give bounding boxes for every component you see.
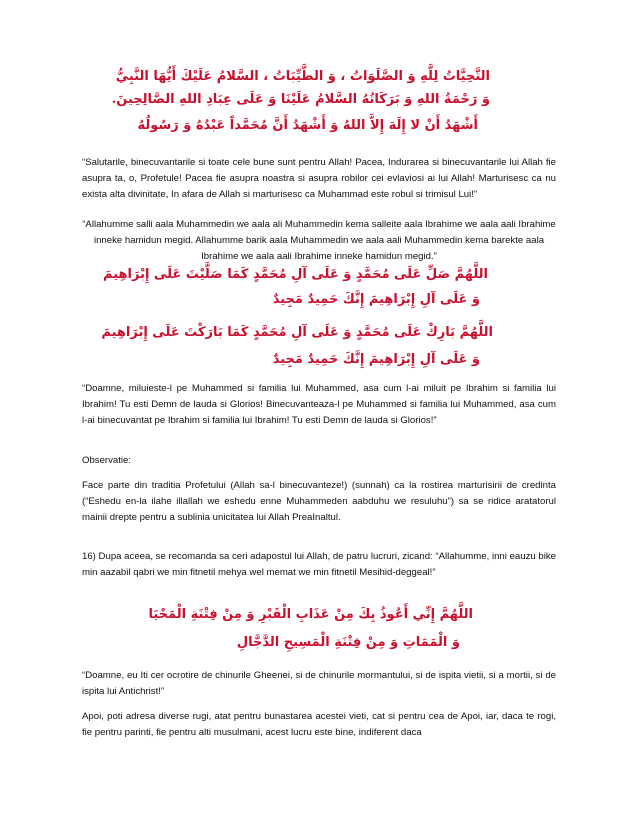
paragraph-translation-3: “Doamne, eu Iti cer ocrotire de chinurile Gheenei, si de chinurile mormantului, si de ispita vietii, si a mortii, si de ispita lui Antichrist!” xyxy=(82,670,556,697)
arabic-line-3: أَشْهَدُ أَنْ لا إِلَهَ إِلاَّ اللهُ وَ أَشْهَدُ أَنَّ مُحَمَّداً عَبْدُهُ وَ رَسُولُهُ xyxy=(137,118,478,133)
paragraph-observatie-label: Observatie: xyxy=(82,455,132,466)
arabic-line-8: اللَّهُمَّ إِنِّي أَعُوذُ بِكَ مِنْ عَذَابِ الْقَبْرِ وَ مِنْ فِتْنَةِ الْمَحْيَا xyxy=(148,607,473,622)
paragraph-apoi: Apoi, poti adresa diverse rugi, atat pentru bunastarea acestei vieti, cat si pentru cea de Apoi, iar, daca te rogi, fie pentru parinti, fie pentru alti musulmani, acest lucru este bine, indiferent daca xyxy=(82,711,556,738)
arabic-line-7: وَ عَلَى آلِ إِبْرَاهِيمَ إِنَّكَ حَمِيدٌ مَجِيدٌ xyxy=(272,352,480,367)
arabic-line-6: اللَّهُمَّ بَارِكْ عَلَى مُحَمَّدٍ وَ عَلَى آلِ مُحَمَّدٍ كَمَا بَارَكْتَ عَلَى إِبْرَاهِيمَ xyxy=(101,325,493,340)
arabic-line-1: التَّحِيَّاتُ لِلَّهِ وَ الصَّلَوَاتُ ، وَ الطَّيِّبَاتُ ، السَّلامُ عَلَيْكَ أَيُّهَا النَّبِيُّ xyxy=(115,69,490,84)
arabic-line-2: وَ رَحْمَةُ اللهِ وَ بَرَكَاتُهُ السَّلامُ عَلَيْنَا وَ عَلَى عِبَادِ اللهِ الصَّالِحِينَ. xyxy=(111,92,490,107)
arabic-line-9: وَ الْمَمَاتِ وَ مِنْ فِتْنَةِ الْمَسِيحِ الدَّجَّالِ xyxy=(236,635,460,650)
paragraph-observatie-body: Face parte din traditia Profetului (Allah sa-l binecuvanteze!) (sunnah) ca la rostirea marturisirii de credinta (“Eshedu en-la ilahe illallah we eshedu enne Muhammeden aabduhu we resuluhu”) sa se ridice aratatorul mainii drepte pentru a sublinia unicitatea lui Allah PreaInaltul. xyxy=(82,480,556,523)
arabic-line-4: اللَّهُمَّ صَلِّ عَلَى مُحَمَّدٍ وَ عَلَى آلِ مُحَمَّدٍ كَمَا صَلَّيْتَ عَلَى إِبْرَاهِيمَ xyxy=(103,267,488,282)
arabic-line-5: وَ عَلَى آلِ إِبْرَاهِيمَ إِنَّكَ حَمِيدٌ مَجِيدٌ xyxy=(272,292,480,307)
paragraph-translation-2: “Doamne, miluieste-l pe Muhammed si familia lui Muhammed, asa cum l-ai miluit pe Ibrahim si familia lui Ibrahim! Tu esti Demn de lauda si Glorios! Binecuvanteaza-l pe Muhammed si familia lui Muhammed, asa cum l-ai binecuvantat pe Ibrahim si familia lui Ibrahim! Tu esti Demn de lauda si Glorios!” xyxy=(82,383,556,426)
paragraph-transliteration: “Allahumme salli aala Muhammedin we aala ali Muhammedin kema salleite aala Ibrahime we aala aali Ibrahime inneke hamidun megid. Allahumme barik aala Muhammedin we aala aali Muhammedin kema barekte aala Ibrahime we aala aali Ibrahime inneke hamidun megid.” xyxy=(82,219,556,262)
paragraph-16: 16) Dupa aceea, se recomanda sa ceri adapostul lui Allah, de patru lucruri, zicand: “Allahumme, inni eauzu bike min aazabil qabri we min fitnetil mehya wel memat we min fitnetil Mesihid-deggeal!” xyxy=(82,551,556,578)
paragraph-translation-1: “Salutarile, binecuvantarile si toate cele bune sunt pentru Allah! Pacea, Indurarea si binecuvantarile lui Allah fie asupra ta, o, Profetule! Pacea fie asupra noastra si asupra robilor cei evlaviosi ai lui Allah! Marturisesc ca nu exista alta divinitate, In afara de Allah si marturisesc ca Muhammad este robul si trimisul Lui!” xyxy=(82,157,556,200)
